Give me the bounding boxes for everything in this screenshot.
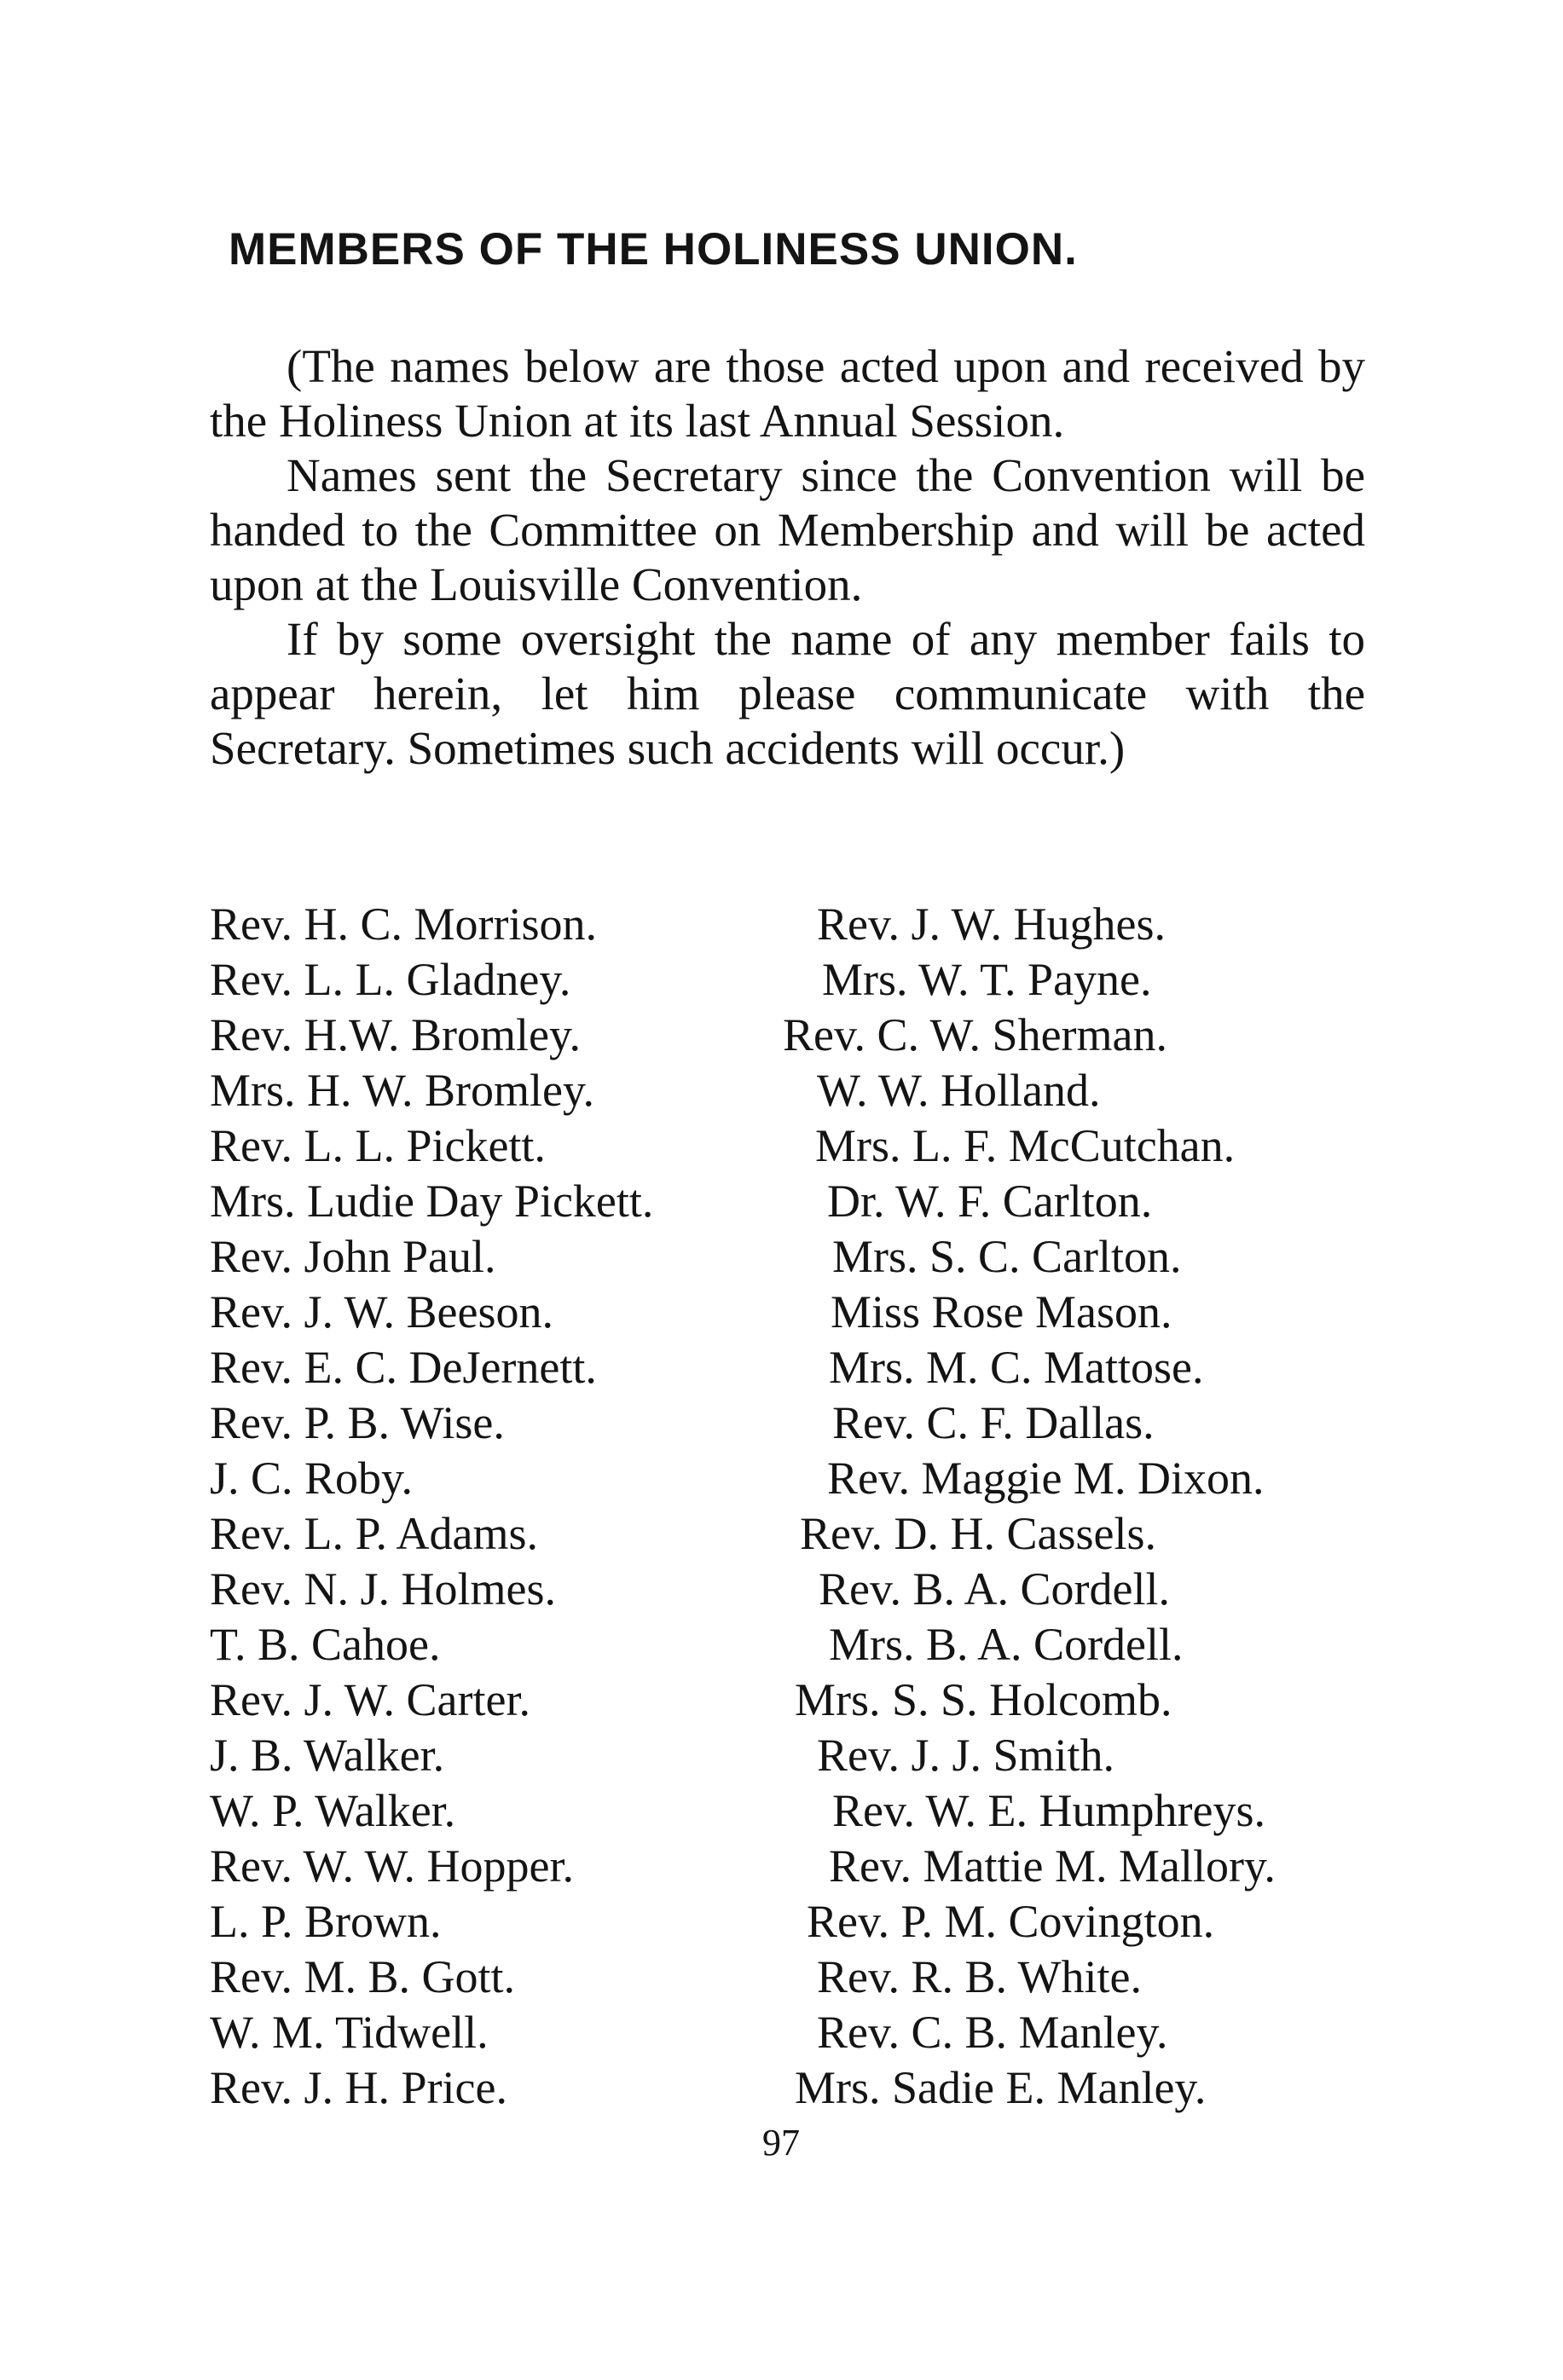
page-number: 97 <box>762 2122 800 2163</box>
member-name: Mrs. L. F. McCutchan. <box>815 1120 1236 1171</box>
member-name: Mrs. Ludie Day Pickett. <box>210 1176 654 1227</box>
member-name: T. B. Cahoe. <box>210 1619 441 1670</box>
member-name: Rev. L. L. Pickett. <box>210 1120 546 1171</box>
member-name: W. P. Walker. <box>210 1785 456 1836</box>
intro-paragraph: If by some oversight the name of any member fails to appear herein, let him please communicate with the Secretary. Sometimes such accidents will occur.) <box>210 613 1365 774</box>
member-name: Rev. W. E. Humphreys. <box>832 1785 1265 1836</box>
member-name: Miss Rose Mason. <box>831 1286 1172 1337</box>
member-name: Rev. H. C. Morrison. <box>210 898 597 950</box>
member-name: Rev. C. F. Dallas. <box>832 1397 1155 1448</box>
member-name: Rev. C. W. Sherman. <box>783 1009 1167 1060</box>
member-name: J. C. Roby. <box>210 1453 414 1504</box>
intro-paragraph: Names sent the Secretary since the Convention will be handed to the Committee on Membership and will be acted upon at the Louisville Convention. <box>210 449 1365 610</box>
member-name: W. M. Tidwell. <box>210 2007 489 2058</box>
member-name: Rev. L. P. Adams. <box>210 1508 539 1559</box>
members-right-column <box>783 897 1380 2116</box>
member-name: Rev. H.W. Bromley. <box>210 1009 581 1060</box>
member-name: Dr. W. F. Carlton. <box>827 1176 1153 1227</box>
member-name: Rev. D. H. Cassels. <box>800 1508 1156 1559</box>
member-name: Rev. Maggie M. Dixon. <box>827 1453 1265 1504</box>
member-name: Mrs. M. C. Mattose. <box>829 1342 1204 1393</box>
members-left-column <box>210 897 790 2116</box>
member-name: Mrs. B. A. Cordell. <box>829 1619 1184 1670</box>
member-name: W. W. Holland. <box>817 1065 1101 1116</box>
member-name: Rev. W. W. Hopper. <box>210 1840 575 1892</box>
member-name: Rev. L. L. Gladney. <box>210 954 571 1005</box>
member-name: Rev. J. W. Hughes. <box>817 898 1166 950</box>
member-name: Mrs. S. C. Carlton. <box>832 1231 1182 1282</box>
member-name: Rev. M. B. Gott. <box>210 1951 516 2002</box>
member-name: Rev. R. B. White. <box>817 1951 1142 2002</box>
member-name: Rev. C. B. Manley. <box>817 2007 1168 2058</box>
member-name: Mrs. S. S. Holcomb. <box>795 1674 1172 1725</box>
intro-text <box>210 339 1365 776</box>
member-name: Rev. J. W. Beeson. <box>210 1286 553 1337</box>
member-name: Rev. J. J. Smith. <box>817 1730 1115 1781</box>
member-name: Mrs. Sadie E. Manley. <box>795 2062 1207 2113</box>
member-name: Mrs. W. T. Payne. <box>822 954 1152 1005</box>
member-name: Rev. P. B. Wise. <box>210 1397 505 1448</box>
member-name: Rev. J. W. Carter. <box>210 1674 530 1725</box>
member-name: L. P. Brown. <box>210 1896 442 1947</box>
member-name: Rev. B. A. Cordell. <box>819 1563 1170 1615</box>
member-name: Rev. N. J. Holmes. <box>210 1563 556 1615</box>
member-name: J. B. Walker. <box>210 1730 445 1781</box>
page-title: MEMBERS OF THE HOLINESS UNION. <box>229 224 1078 274</box>
member-name: Mrs. H. W. Bromley. <box>210 1065 595 1116</box>
member-name: Rev. Mattie M. Mallory. <box>829 1840 1276 1892</box>
member-name: Rev. E. C. DeJernett. <box>210 1342 597 1393</box>
intro-paragraph: (The names below are those acted upon and received by the Holiness Union at its last Annual Session. <box>210 340 1365 447</box>
member-name: Rev. John Paul. <box>210 1231 496 1282</box>
member-name: Rev. J. H. Price. <box>210 2062 507 2113</box>
member-name: Rev. P. M. Covington. <box>807 1896 1215 1947</box>
